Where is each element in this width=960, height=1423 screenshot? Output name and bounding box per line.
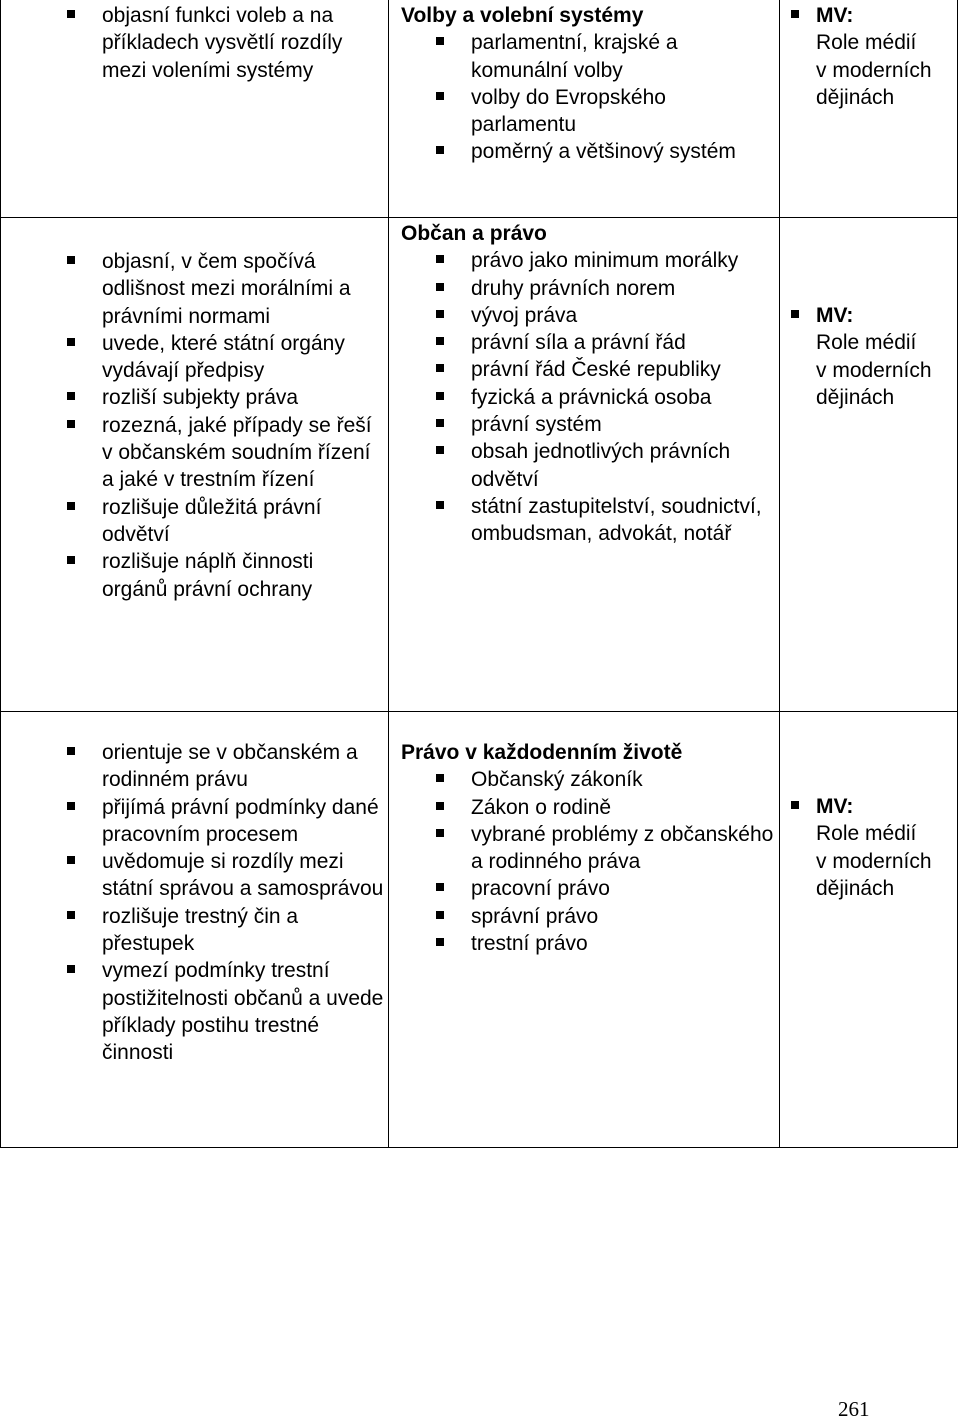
outcome-item: objasní, v čem spočívá odlišnost mezi morálními a právními normami bbox=[66, 248, 384, 330]
topic-heading: Občan a právo bbox=[401, 222, 547, 245]
topic-item: správní právo bbox=[401, 903, 776, 930]
outcome-item: přijímá právní podmínky dané pracovním procesem bbox=[66, 794, 384, 849]
topic-heading: Volby a volební systémy bbox=[401, 4, 644, 27]
outcome-item: orientuje se v občanském a rodinném právu bbox=[66, 739, 384, 794]
mv-line: Role médií bbox=[816, 822, 917, 846]
outcome-item: rozlišuje důležitá právní odvětví bbox=[66, 494, 384, 549]
mv-item bbox=[791, 793, 956, 902]
row2-outcomes bbox=[66, 248, 384, 603]
row1-outcomes bbox=[66, 2, 384, 84]
row-divider bbox=[1, 217, 958, 218]
outcome-item: rozlišuje náplň činnosti orgánů právní ochrany bbox=[66, 548, 384, 603]
topic-item: trestní právo bbox=[401, 930, 776, 957]
topic-item: parlamentní, krajské a komunální volby bbox=[401, 29, 776, 84]
column-divider bbox=[957, 0, 958, 1148]
row1-topic bbox=[401, 2, 776, 166]
topic-item: státní zastupitelství, soudnictví, ombudsman, advokát, notář bbox=[401, 493, 776, 548]
topic-item: poměrný a většinový systém bbox=[401, 138, 776, 165]
row-divider bbox=[1, 711, 958, 712]
mv-label: MV: bbox=[816, 4, 854, 27]
outcome-item: rozlišuje trestný čin a přestupek bbox=[66, 903, 384, 958]
row3-mv bbox=[791, 793, 956, 902]
topic-item: obsah jednotlivých právních odvětví bbox=[401, 438, 776, 493]
outcome-item: rozliší subjekty práva bbox=[66, 384, 384, 411]
mv-line: dějinách bbox=[816, 85, 895, 109]
outcome-item: vymezí podmínky trestní postižitelnosti občanů a uvede příklady postihu trestné činnosti bbox=[66, 957, 384, 1066]
column-divider bbox=[779, 0, 780, 1148]
topic-item: právní systém bbox=[401, 411, 776, 438]
mv-line: v moderních bbox=[816, 58, 932, 82]
mv-line: dějinách bbox=[816, 876, 895, 900]
mv-item bbox=[791, 302, 956, 411]
mv-line: Role médií bbox=[816, 31, 917, 55]
outcome-item: objasní funkci voleb a na příkladech vysvětlí rozdíly mezi voleními systémy bbox=[66, 2, 384, 84]
topic-heading: Právo v každodenním životě bbox=[401, 741, 683, 764]
topic-item: Zákon o rodině bbox=[401, 794, 776, 821]
row2-mv bbox=[791, 302, 956, 411]
topic-item: Občanský zákoník bbox=[401, 766, 776, 793]
outcome-item: uvede, které státní orgány vydávají předpisy bbox=[66, 330, 384, 385]
topic-item: vybrané problémy z občanského a rodinného práva bbox=[401, 821, 776, 876]
mv-label: MV: bbox=[816, 304, 854, 327]
row3-topic bbox=[401, 739, 776, 957]
row2-topic bbox=[401, 220, 776, 548]
topic-item: volby do Evropského parlamentu bbox=[401, 84, 776, 139]
outcome-item: uvědomuje si rozdíly mezi státní správou a samosprávou bbox=[66, 848, 384, 903]
mv-line: dějinách bbox=[816, 385, 895, 409]
mv-line: v moderních bbox=[816, 358, 932, 382]
mv-label: MV: bbox=[816, 795, 854, 818]
topic-item: právo jako minimum morálky bbox=[401, 247, 776, 274]
topic-item: fyzická a právnická osoba bbox=[401, 384, 776, 411]
topic-item: právní síla a právní řád bbox=[401, 329, 776, 356]
mv-item bbox=[791, 2, 956, 111]
topic-item: vývoj práva bbox=[401, 302, 776, 329]
mv-line: Role médií bbox=[816, 331, 917, 355]
column-divider bbox=[388, 0, 389, 1148]
page-number: 261 bbox=[838, 1397, 870, 1421]
topic-item: právní řád České republiky bbox=[401, 356, 776, 383]
row1-mv bbox=[791, 2, 956, 111]
topic-item: pracovní právo bbox=[401, 875, 776, 902]
mv-line: v moderních bbox=[816, 849, 932, 873]
topic-item: druhy právních norem bbox=[401, 275, 776, 302]
row3-outcomes bbox=[66, 739, 384, 1067]
outcome-item: rozezná, jaké případy se řeší v občanském soudním řízení a jaké v trestním řízení bbox=[66, 412, 384, 494]
